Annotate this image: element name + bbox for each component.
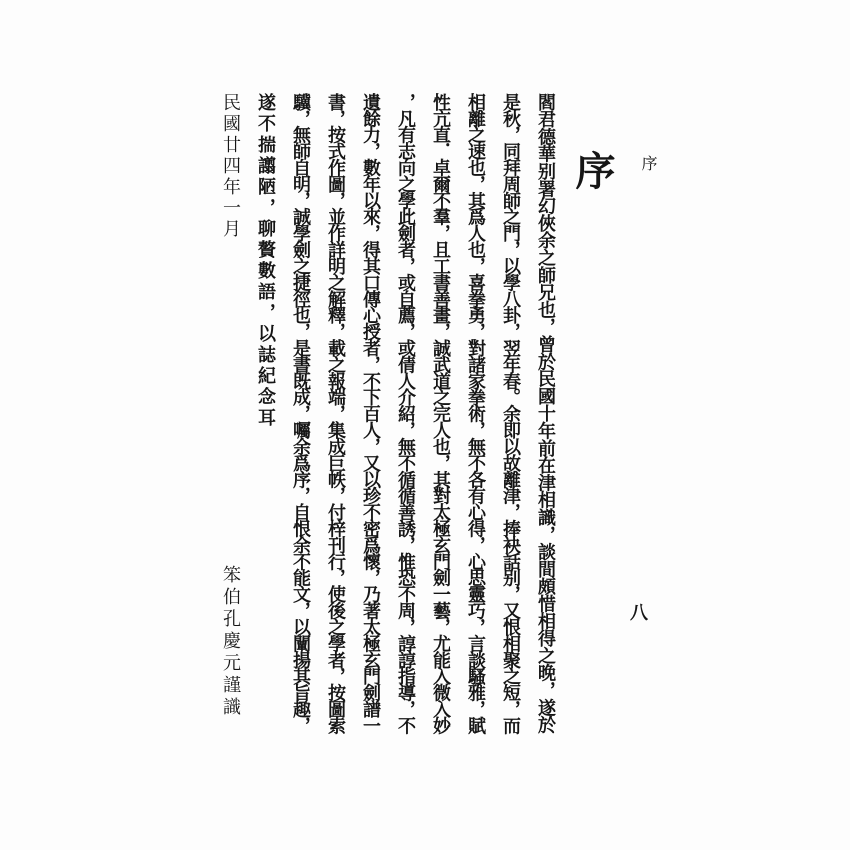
body-column: 相離之速也，其爲人也，喜拳勇，對諸家拳術，無不各有心得，心思靈巧，言談騷雅，賦: [465, 93, 486, 733]
body-column: 遂不揣譾陋，聊贅數語，以誌紀念耳: [255, 93, 276, 429]
page-title: 序: [569, 150, 616, 190]
body-column: 書，按式作圖，並作詳明之解釋，載之報端，集成巨帙，付梓刊行，使後之學者，按圖索: [325, 93, 346, 733]
signature: 笨伯孔慶元謹識: [220, 565, 241, 719]
running-title: 序: [639, 155, 658, 171]
body-column: ，凡有志向之學此劍者，或自薦，或倩人介紹，無不循循善誘，惟恐不周，諄諄指導，不: [395, 93, 416, 733]
page-number: 八: [627, 603, 648, 621]
body-column: 是秋，同拜周師之門，以學八卦，翌年春。余即以故離津，捧袂話别，又恨相聚之短，而: [500, 93, 521, 733]
body-column: 驥，無師自明，誠學劍之捷徑也，是書既成，囑余爲序，自恨余不能文，以闡揚其旨趣，: [290, 93, 311, 733]
date: 民國廿四年一月: [220, 93, 241, 240]
body-column: 閻君德華别署幻俠余之師兄也，曾於民國十年前在津相識，談間頗惜相得之晚，遂於: [535, 93, 556, 734]
body-column: 性亢直．卓爾不羣，且工書善畫，誠武道之完人也，其對太極玄門劍一藝，尤能入微入妙: [430, 93, 451, 733]
body-column: 遺餘力，數年以來，得其口傳心授者，不下百人，又以珍不密爲懷，乃著太極玄門劍譜一: [360, 93, 381, 733]
